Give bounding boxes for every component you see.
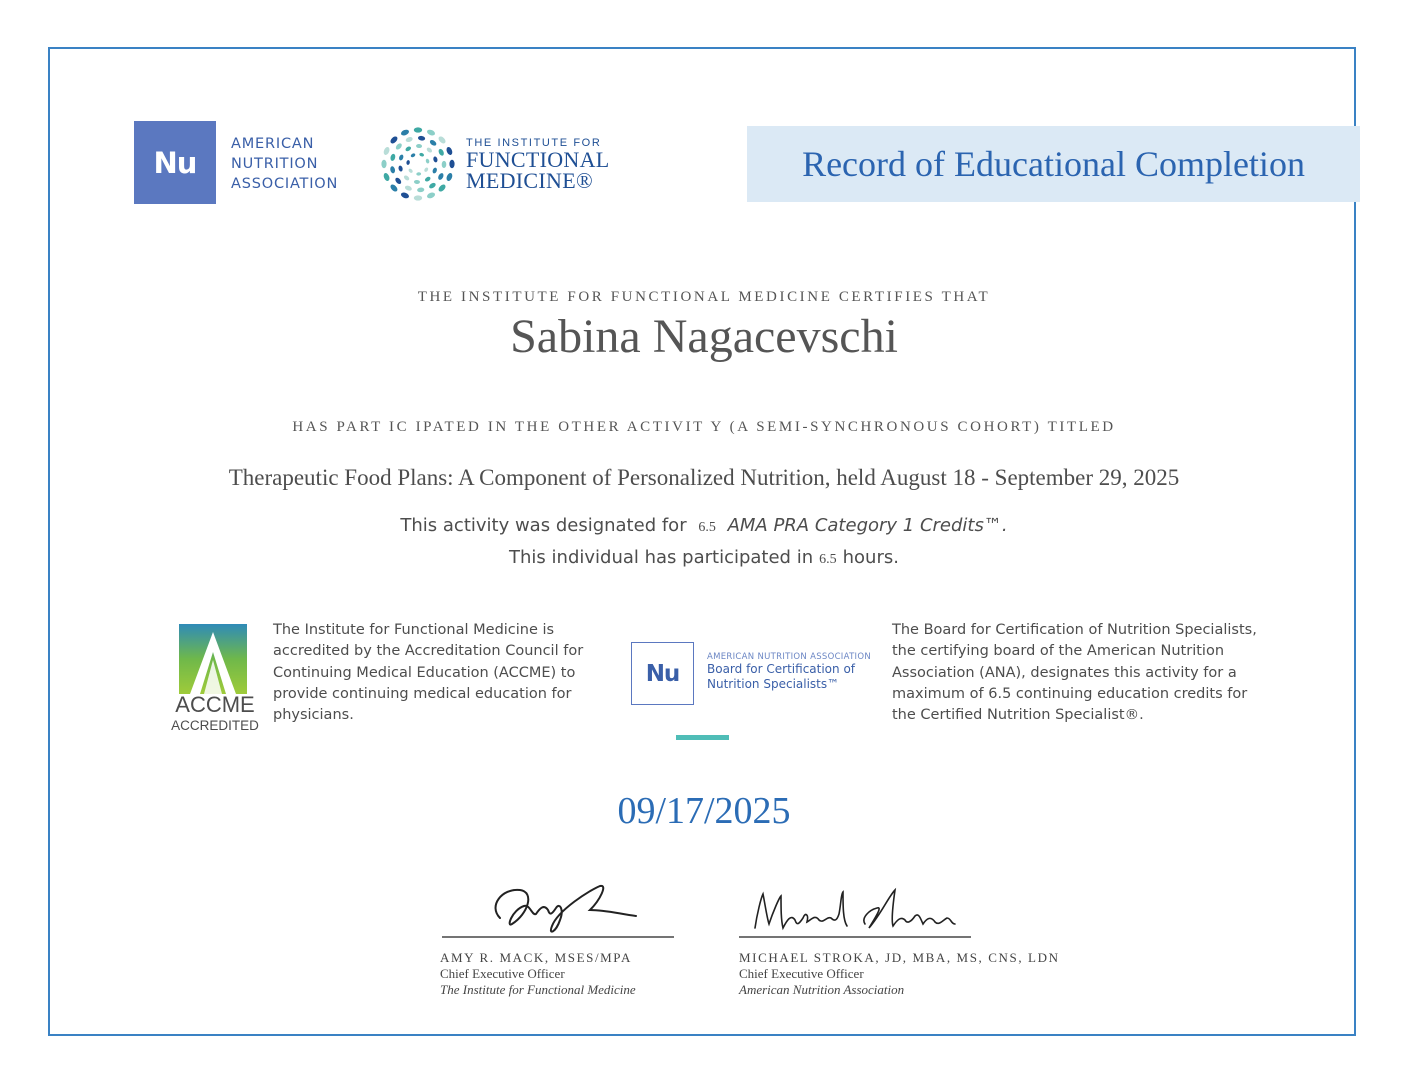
swirl-dot: [395, 142, 403, 150]
bcns-statement: The Board for Certification of Nutrition Specialists, the certifying board of the American Nutrition Association (ANA), designates this activity for a maximum of 6.5 continuing education credits for the Certified Nutrition Specialist®.: [892, 622, 1257, 724]
swirl-dot: [404, 185, 412, 192]
swirl-dot: [417, 187, 425, 192]
recipient-name: Sabina Nagacevschi: [510, 310, 898, 363]
swirl-dot: [400, 129, 410, 137]
swirl-dot: [410, 153, 416, 158]
activity-title: Therapeutic Food Plans: A Component of Personalized Nutrition, held August 18 - September 29, 2025: [228, 465, 1180, 490]
swirl-dot: [437, 172, 444, 181]
swirl-dot: [437, 135, 447, 145]
credits-line: This activity was designated for 6.5 AMA PRA Category 1 Credits™.: [400, 515, 1008, 536]
teal-divider: [676, 735, 729, 740]
swirl-dot: [426, 191, 436, 199]
swirl-dot: [423, 167, 429, 173]
signature-michael-stroka: [737, 884, 973, 940]
swirl-dot: [408, 168, 414, 174]
signature-block-1: AMY R. MACK, MSES/MPA Chief Executive Officer The Institute for Functional Medicine: [440, 950, 636, 997]
certifies-line: THE INSTITUTE FOR FUNCTIONAL MEDICINE CERTIFIES THAT: [417, 289, 991, 305]
swirl-dot: [426, 147, 433, 154]
record-title: Record of Educational Completion: [802, 144, 1305, 184]
swirl-dot: [383, 172, 391, 182]
swirl-dot: [394, 177, 402, 185]
swirl-dot: [424, 176, 431, 183]
swirl-dot: [390, 166, 396, 174]
bcns-logo-mark: Nu: [631, 642, 694, 705]
svg-text:ACCME: ACCME: [175, 692, 255, 717]
swirl-dot: [438, 148, 445, 156]
swirl-dot: [389, 135, 399, 145]
signature-block-2: MICHAEL STROKA, JD, MBA, MS, CNS, LDN Chief Executive Officer American Nutrition Association: [739, 950, 1060, 997]
accme-accredited-logo: [170, 622, 260, 734]
swirl-dot: [406, 160, 410, 165]
ifm-logo-text: THE INSTITUTE FOR FUNCTIONAL MEDICINE®: [466, 137, 610, 193]
swirl-dot: [403, 174, 410, 181]
svg-text:ACCREDITED: ACCREDITED: [171, 718, 259, 733]
credits-value: 6.5: [698, 520, 716, 535]
swirl-dot: [398, 154, 404, 161]
swirl-dot: [426, 129, 436, 137]
swirl-dot: [416, 144, 422, 148]
swirl-dot: [405, 146, 412, 153]
swirl-dot: [428, 182, 437, 190]
swirl-dot: [418, 135, 426, 141]
swirl-dot: [449, 160, 454, 168]
ifm-swirl-logo-icon: [378, 124, 458, 204]
signature-amy-mack: [440, 880, 676, 940]
swirl-dot: [445, 146, 453, 156]
swirl-dot: [429, 139, 438, 147]
swirl-dot: [432, 167, 438, 174]
ana-logo-mark: Nu: [134, 121, 216, 204]
bcns-logo-text: AMERICAN NUTRITION ASSOCIATION Board for Certification of Nutrition Specialists™: [707, 652, 872, 691]
swirl-dot: [445, 172, 453, 182]
hours-value: 6.5: [819, 552, 837, 567]
record-title-banner: [747, 126, 1360, 202]
swirl-dot: [390, 153, 396, 161]
ana-logo-text: AMERICAN NUTRITION ASSOCIATION: [231, 136, 339, 192]
accme-statement: The Institute for Functional Medicine is accredited by the Accreditation Council for Continuing Medical Education (ACCME) to provide continuing medical education for physicians.: [273, 622, 584, 724]
swirl-dot: [437, 183, 447, 193]
swirl-dot: [381, 160, 386, 168]
participated-line: HAS PART IC IPATED IN THE OTHER ACTIVIT Y (A SEMI-SYNCHRONOUS COHORT) TITLED: [292, 419, 1116, 435]
swirl-dot: [398, 165, 403, 172]
swirl-dot: [433, 156, 438, 163]
swirl-dot: [442, 161, 447, 168]
swirl-dot: [400, 191, 410, 199]
swirl-dot: [414, 127, 422, 132]
hours-line: This individual has participated in 6.5 hours.: [509, 547, 899, 568]
swirl-dot: [414, 180, 420, 184]
swirl-dot: [405, 136, 413, 143]
swirl-dot: [389, 183, 399, 193]
swirl-dot: [383, 146, 391, 156]
completion-date: 09/17/2025: [617, 790, 791, 832]
swirl-dot: [419, 152, 425, 157]
swirl-dot: [416, 172, 421, 176]
swirl-dot: [425, 158, 430, 164]
swirl-dot: [414, 195, 422, 200]
